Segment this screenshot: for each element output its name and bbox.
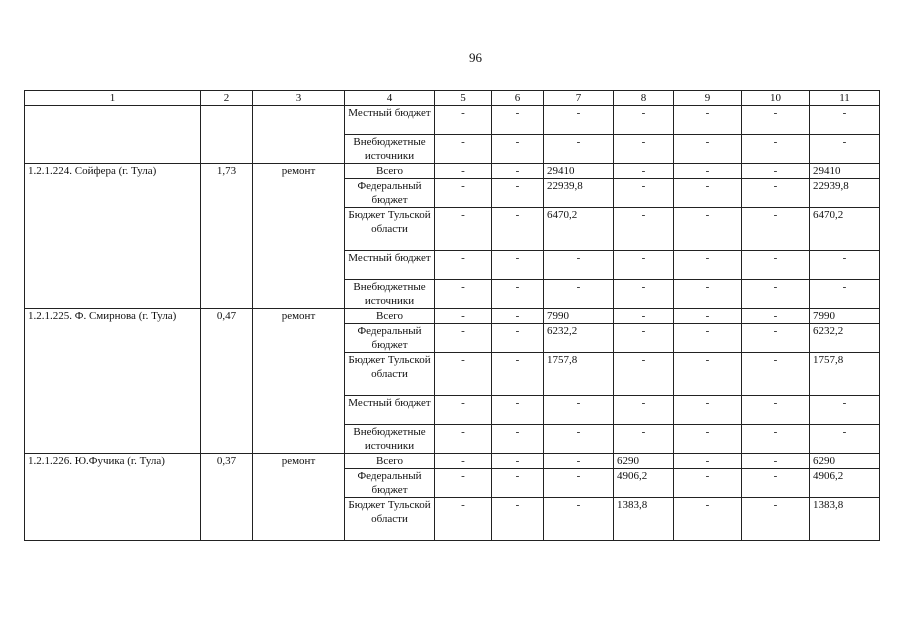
value-col-7: 29410 — [544, 164, 614, 179]
page-number: 96 — [469, 50, 482, 65]
value-col-6: - — [492, 353, 544, 396]
value-col-7: - — [544, 280, 614, 309]
object-length: 1,73 — [201, 164, 253, 309]
header-col-9: 9 — [674, 91, 742, 106]
value-col-6: - — [492, 498, 544, 541]
value-col-7: - — [544, 498, 614, 541]
source-label: Бюджет Тульской области — [345, 208, 435, 251]
value-col-11: - — [810, 106, 880, 135]
table-row — [25, 454, 880, 469]
table-row — [25, 309, 880, 324]
source-label: Внебюджетные источники — [345, 135, 435, 164]
financing-table — [24, 90, 880, 541]
header-col-11: 11 — [810, 91, 880, 106]
value-col-5: - — [435, 498, 492, 541]
value-col-8: 4906,2 — [614, 469, 674, 498]
value-col-9: - — [674, 280, 742, 309]
object-name: 1.2.1.225. Ф. Смирнова (г. Тула) — [25, 309, 201, 454]
value-col-10: - — [742, 324, 810, 353]
source-label: Местный бюджет — [345, 251, 435, 280]
value-col-8: - — [614, 425, 674, 454]
value-col-8: - — [614, 353, 674, 396]
value-col-7: 6232,2 — [544, 324, 614, 353]
source-label: Бюджет Тульской области — [345, 498, 435, 541]
value-col-9: - — [674, 251, 742, 280]
object-length-cell — [201, 106, 253, 164]
value-col-11: - — [810, 280, 880, 309]
value-col-9: - — [674, 454, 742, 469]
value-col-9: - — [674, 425, 742, 454]
value-col-8: - — [614, 280, 674, 309]
header-col-8: 8 — [614, 91, 674, 106]
value-col-11: - — [810, 135, 880, 164]
value-col-5: - — [435, 135, 492, 164]
value-col-8: - — [614, 396, 674, 425]
value-col-10: - — [742, 208, 810, 251]
value-col-10: - — [742, 454, 810, 469]
value-col-11: 22939,8 — [810, 179, 880, 208]
value-col-8: 6290 — [614, 454, 674, 469]
header-col-1: 1 — [25, 91, 201, 106]
value-col-7: 22939,8 — [544, 179, 614, 208]
value-col-9: - — [674, 498, 742, 541]
header-col-6: 6 — [492, 91, 544, 106]
value-col-6: - — [492, 164, 544, 179]
value-col-5: - — [435, 324, 492, 353]
value-col-5: - — [435, 309, 492, 324]
value-col-10: - — [742, 106, 810, 135]
header-col-10: 10 — [742, 91, 810, 106]
value-col-9: - — [674, 164, 742, 179]
value-col-8: - — [614, 208, 674, 251]
value-col-7: 1757,8 — [544, 353, 614, 396]
value-col-5: - — [435, 179, 492, 208]
source-label: Всего — [345, 309, 435, 324]
header-row — [25, 91, 880, 106]
value-col-5: - — [435, 208, 492, 251]
value-col-8: - — [614, 106, 674, 135]
source-label: Внебюджетные источники — [345, 280, 435, 309]
value-col-10: - — [742, 135, 810, 164]
value-col-10: - — [742, 469, 810, 498]
value-col-7: - — [544, 469, 614, 498]
value-col-6: - — [492, 280, 544, 309]
value-col-7: - — [544, 251, 614, 280]
value-col-8: - — [614, 164, 674, 179]
value-col-6: - — [492, 135, 544, 164]
value-col-10: - — [742, 353, 810, 396]
source-label: Бюджет Тульской области — [345, 353, 435, 396]
value-col-10: - — [742, 396, 810, 425]
value-col-8: - — [614, 251, 674, 280]
value-col-5: - — [435, 280, 492, 309]
value-col-7: - — [544, 135, 614, 164]
value-col-11: 1757,8 — [810, 353, 880, 396]
object-length: 0,47 — [201, 309, 253, 454]
value-col-9: - — [674, 353, 742, 396]
value-col-8: - — [614, 309, 674, 324]
value-col-10: - — [742, 309, 810, 324]
header-col-2: 2 — [201, 91, 253, 106]
value-col-10: - — [742, 251, 810, 280]
value-col-11: 4906,2 — [810, 469, 880, 498]
value-col-11: 1383,8 — [810, 498, 880, 541]
value-col-6: - — [492, 309, 544, 324]
value-col-5: - — [435, 454, 492, 469]
value-col-7: - — [544, 106, 614, 135]
value-col-7: 7990 — [544, 309, 614, 324]
value-col-6: - — [492, 454, 544, 469]
value-col-11: - — [810, 396, 880, 425]
value-col-6: - — [492, 324, 544, 353]
object-work-cell — [253, 106, 345, 164]
value-col-7: - — [544, 396, 614, 425]
value-col-11: 6290 — [810, 454, 880, 469]
value-col-5: - — [435, 469, 492, 498]
value-col-9: - — [674, 324, 742, 353]
source-label: Федеральный бюджет — [345, 469, 435, 498]
source-label: Местный бюджет — [345, 396, 435, 425]
source-label: Всего — [345, 454, 435, 469]
value-col-8: - — [614, 179, 674, 208]
value-col-5: - — [435, 164, 492, 179]
object-length: 0,37 — [201, 454, 253, 541]
value-col-11: - — [810, 251, 880, 280]
value-col-6: - — [492, 425, 544, 454]
value-col-11: 7990 — [810, 309, 880, 324]
value-col-5: - — [435, 353, 492, 396]
value-col-7: 6470,2 — [544, 208, 614, 251]
object-work-type: ремонт — [253, 309, 345, 454]
value-col-6: - — [492, 208, 544, 251]
value-col-6: - — [492, 396, 544, 425]
table-row — [25, 164, 880, 179]
value-col-9: - — [674, 469, 742, 498]
header-col-5: 5 — [435, 91, 492, 106]
value-col-9: - — [674, 135, 742, 164]
header-col-4: 4 — [345, 91, 435, 106]
value-col-8: - — [614, 324, 674, 353]
value-col-9: - — [674, 179, 742, 208]
value-col-10: - — [742, 498, 810, 541]
value-col-10: - — [742, 425, 810, 454]
value-col-10: - — [742, 280, 810, 309]
value-col-6: - — [492, 251, 544, 280]
value-col-11: 29410 — [810, 164, 880, 179]
value-col-7: - — [544, 425, 614, 454]
value-col-11: 6470,2 — [810, 208, 880, 251]
value-col-7: - — [544, 454, 614, 469]
value-col-9: - — [674, 208, 742, 251]
value-col-8: - — [614, 135, 674, 164]
source-label: Внебюджетные источники — [345, 425, 435, 454]
header-col-3: 3 — [253, 91, 345, 106]
value-col-6: - — [492, 469, 544, 498]
value-col-9: - — [674, 309, 742, 324]
source-label: Федеральный бюджет — [345, 324, 435, 353]
object-name-cell — [25, 106, 201, 164]
value-col-10: - — [742, 164, 810, 179]
value-col-6: - — [492, 179, 544, 208]
table-body — [25, 91, 880, 541]
value-col-5: - — [435, 251, 492, 280]
object-name: 1.2.1.226. Ю.Фучика (г. Тула) — [25, 454, 201, 541]
value-col-11: 6232,2 — [810, 324, 880, 353]
value-col-10: - — [742, 179, 810, 208]
object-work-type: ремонт — [253, 454, 345, 541]
source-label: Всего — [345, 164, 435, 179]
value-col-5: - — [435, 106, 492, 135]
table-row — [25, 106, 880, 135]
source-label: Федеральный бюджет — [345, 179, 435, 208]
value-col-8: 1383,8 — [614, 498, 674, 541]
object-work-type: ремонт — [253, 164, 345, 309]
source-label: Местный бюджет — [345, 106, 435, 135]
value-col-9: - — [674, 396, 742, 425]
value-col-5: - — [435, 425, 492, 454]
object-name: 1.2.1.224. Сойфера (г. Тула) — [25, 164, 201, 309]
header-col-7: 7 — [544, 91, 614, 106]
value-col-11: - — [810, 425, 880, 454]
value-col-6: - — [492, 106, 544, 135]
value-col-9: - — [674, 106, 742, 135]
value-col-5: - — [435, 396, 492, 425]
